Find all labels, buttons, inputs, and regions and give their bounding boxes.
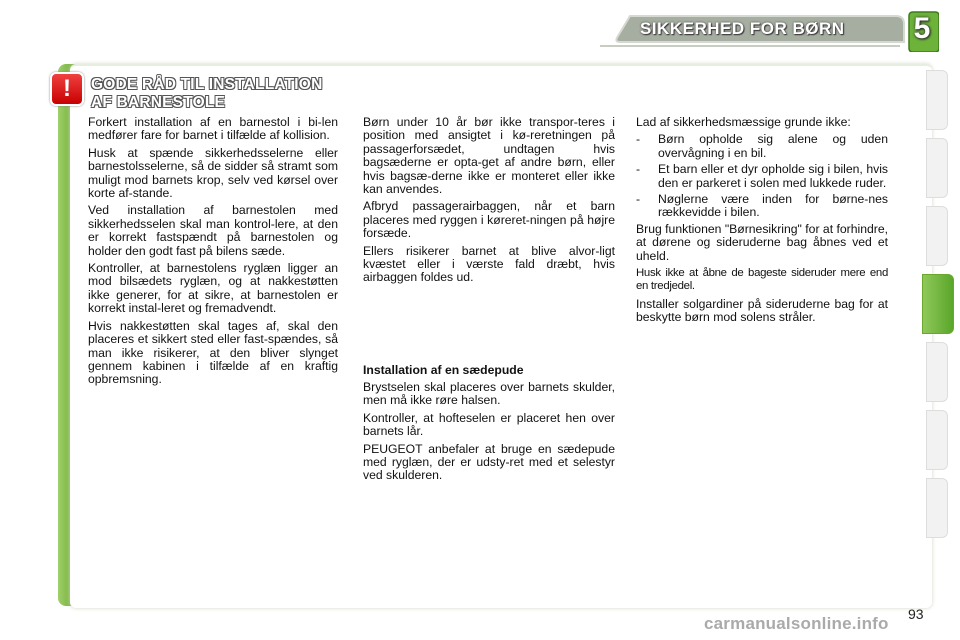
- section-title-line2: AF BARNESTOLE: [91, 94, 226, 111]
- chapter-title: SIKKERHED FOR BØRN: [640, 19, 845, 38]
- paragraph: Brug funktionen "Børnesikring" for at forhindre, at dørene og sideruderne bag åbnes ved et uheld.: [636, 221, 888, 263]
- paragraph: Installer solgardiner på sideruderne bag for at beskytte børn mod solens stråler.: [636, 296, 888, 325]
- chapter-tab[interactable]: [926, 342, 948, 402]
- column-3: [636, 116, 888, 329]
- list-item-text: Et barn eller et dyr opholde sig i bilen, hvis den er parkeret i solen med lukkede ruder.: [658, 162, 888, 190]
- list-item-text: Børn opholde sig alene og uden overvågning i en bil.: [658, 132, 888, 160]
- page-number: 93: [908, 606, 924, 622]
- list-item: [636, 163, 888, 190]
- paragraph: Ved installation af barnestolen med sikkerhedsselen skal man kontrol-lere, at den er korrekt fastspændt på barnestolen og holder den godt fast på bilens sæde.: [88, 203, 338, 258]
- bullet-dash: -: [636, 162, 641, 177]
- chapter-tab-active[interactable]: [922, 274, 954, 334]
- bullet-dash: -: [636, 132, 641, 147]
- list-item-text: Nøglerne være inden for børne-nes rækkevidde i bilen.: [658, 192, 888, 220]
- paragraph: Ellers risikerer barnet at blive alvor-ligt kvæstet eller i værste fald dræbt, hvis airbaggen foldes ud.: [363, 243, 615, 285]
- section-title: [91, 76, 322, 112]
- paragraph: Forkert installation af en barnestol i bi-len medfører fare for barnet i tilfælde af kollision.: [88, 115, 338, 143]
- paragraph: PEUGEOT anbefaler at bruge en sædepude med ryglæn, der er udsty-ret med et selestyr ved skulderen.: [363, 441, 615, 483]
- chapter-tab[interactable]: [926, 478, 948, 538]
- paragraph: Brystselen skal placeres over barnets skulder, men må ikke røre halsen.: [363, 380, 615, 408]
- paragraph: Kontroller, at hofteselen er placeret hen over barnets lår.: [363, 410, 615, 439]
- list-item: [636, 193, 888, 220]
- paragraph: Kontroller, at barnestolens ryglæn ligger an mod bilsædets ryglæn, og at nakkestøtten ikke generer, for at sikre, at barnestolen er korrekt instal-leret og fremadvendt.: [88, 261, 338, 316]
- chapter-tab[interactable]: [926, 138, 948, 198]
- paragraph: Husk ikke at åbne de bageste sideruder mere end en tredjedel.: [636, 267, 888, 293]
- column-2-lower: [363, 381, 615, 487]
- chapter-tab[interactable]: [926, 410, 948, 470]
- chapter-tab[interactable]: [926, 206, 948, 266]
- paragraph: Afbryd passagerairbaggen, når et barn placeres med ryggen i køreret-ningen på højre forsæde.: [363, 199, 615, 241]
- paragraph: Husk at spænde sikkerhedsselerne eller barnestolsselerne, så de sidder så stramt som muligt mod barnets krop, selv ved kørsel over korte af-stande.: [88, 145, 338, 201]
- chapter-number: 5: [913, 12, 931, 45]
- paragraph: Lad af sikkerhedsmæssige grunde ikke:: [636, 115, 851, 129]
- section-title-line1: GODE RÅD TIL INSTALLATION: [91, 76, 323, 93]
- list-item: [636, 133, 888, 160]
- subheading: Installation af en sædepude: [363, 363, 524, 377]
- column-2: [363, 115, 615, 483]
- chapter-tab[interactable]: [926, 70, 948, 130]
- bullet-dash: -: [636, 192, 641, 207]
- paragraph: Børn under 10 år bør ikke transpor-teres i position med ansigtet i kø-reretningen på passagerforsædet, undtagen hvis bagsæderne er opta-get af andre børn, eller hvis bagsæ-derne ikke er monteret eller ikke kan anvendes.: [363, 115, 615, 197]
- warning-icon: !: [50, 72, 84, 106]
- chapter-tabs: [926, 70, 960, 580]
- paragraph: Hvis nakkestøtten skal tages af, skal den placeres et sikkert sted eller fast-spændes, så man ikke risikerer, at den bliver slynget gennem kabinen i tilfælde af en kraftig opbremsning.: [88, 318, 338, 387]
- column-1: [88, 116, 338, 391]
- watermark: carmanualsonline.info: [704, 614, 889, 633]
